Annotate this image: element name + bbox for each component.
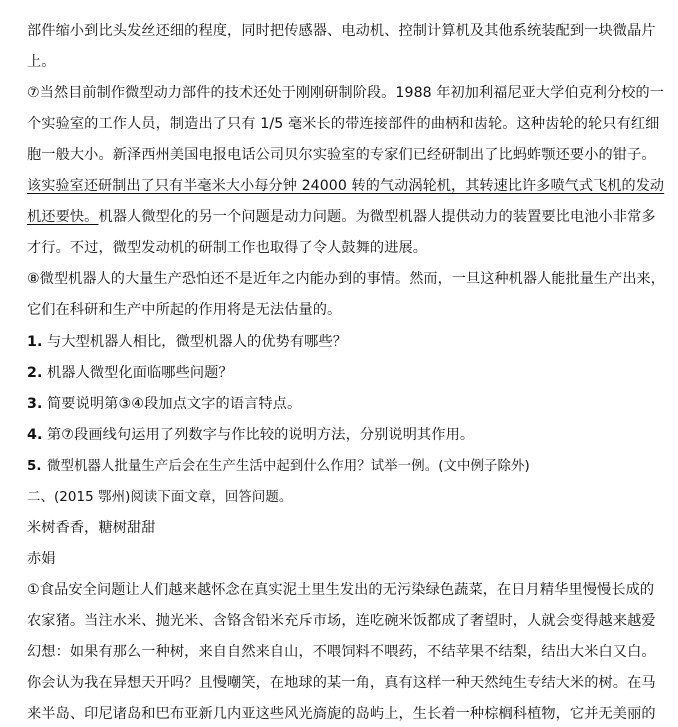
text-line: 个实验室的工作人员，制造出了只有 1/5 毫米长的带连接部件的曲柄和齿轮。这种齿轮的轮只有红细 xyxy=(27,116,660,132)
text-line: 才行。不过，微型发动机的研制工作也取得了令人鼓舞的进展。 xyxy=(27,240,428,256)
paragraph-7-line: ⑦当然目前制作微型动力部件的技术还处于刚刚研制阶段。1988 年初加利福尼亚大学伯克利分校的一 xyxy=(27,85,664,101)
text-line: 机还要快。机器人微型化的另一个问题是动力问题。为微型机器人提供动力的装置要比电池小非常多 xyxy=(27,209,656,225)
article-line: 你会认为我在异想天开吗？且慢嘲笑，在地球的某一角，真有这样一种天然纯生专结大米的树。在马 xyxy=(27,675,656,691)
article-line: 农家猪。当注水米、抛光米、含铬含铅米充斥市场，连吃碗米饭都成了奢望时，人就会变得越来越爱 xyxy=(27,613,656,629)
section-heading: 二、(2015 鄂州)阅读下面文章，回答问题。 xyxy=(27,490,293,505)
question-item xyxy=(27,327,347,358)
text-line: 部件缩小到比头发丝还细的程度，同时把传感器、电动机、控制计算机及其他系统装配到一块微晶片 xyxy=(27,23,656,39)
text-line: 上。 xyxy=(27,54,56,70)
question-text: 第⑦段画线句运用了列数字与作比较的说明方法，分别说明其作用。 xyxy=(47,427,475,443)
question-number: 5. xyxy=(27,459,42,474)
question-number: 2. xyxy=(27,365,43,381)
question-item xyxy=(27,420,474,451)
question-item xyxy=(27,389,301,420)
article-author: 赤娟 xyxy=(27,551,56,567)
question-number: 4. xyxy=(27,427,43,443)
paragraph-8-line: ⑧微型机器人的大量生产恐怕还不是近年之内能办到的事情。然而，一旦这种机器人能批量生产出来， xyxy=(27,271,665,287)
question-item xyxy=(27,451,530,482)
underlined-text: 该实验室还研制出了只有半毫米大小每分钟 24000 转的气动涡轮机，其转速比许多喷气式飞机的发动 xyxy=(27,178,665,194)
question-item xyxy=(27,358,233,389)
question-text: 机器人微型化面临哪些问题？ xyxy=(47,365,233,381)
underlined-sentence-line xyxy=(27,171,664,202)
question-number: 1. xyxy=(27,334,43,350)
text-line: 它们在科研和生产中所起的作用将是无法估量的。 xyxy=(27,302,342,318)
text-line: 胞一般大小。新泽西州美国电报电话公司贝尔实验室的专家们已经研制出了比蚂蚱颚还要小的钳子。 xyxy=(27,147,656,163)
question-number: 3. xyxy=(27,396,43,412)
question-text: 与大型机器人相比，微型机器人的优势有哪些？ xyxy=(47,334,348,350)
article-line: ①食品安全问题让人们越来越怀念在真实泥土里生发出的无污染绿色蔬菜，在日月精华里慢慢长成的 xyxy=(27,582,655,598)
article-line: 幻想：如果有那么一种树，来自自然来自山，不喂饲料不喂药，不结苹果不结梨，结出大米白又白。 xyxy=(27,644,656,660)
article-line: 来半岛、印尼诸岛和巴布亚新几内亚这些风光旖旎的岛屿上，生长着一种棕榈科植物，它并无美丽的 xyxy=(27,706,656,722)
question-text: 微型机器人批量生产后会在生产生活中起到什么作用？试举一例。(文中例子除外) xyxy=(47,459,530,474)
question-text: 简要说明第③④段加点文字的语言特点。 xyxy=(47,396,302,412)
underlined-text: 机还要快。 xyxy=(27,209,99,225)
article-title: 米树香香，糖树甜甜 xyxy=(27,520,156,536)
